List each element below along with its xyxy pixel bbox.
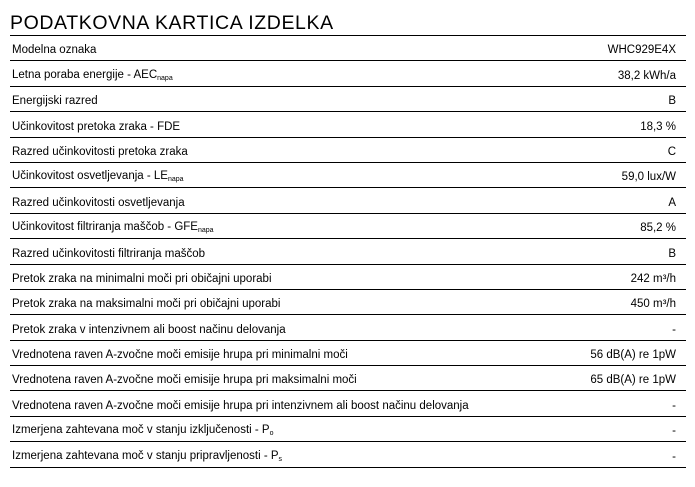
- row-label: [12, 424, 274, 437]
- row-label: [12, 146, 188, 158]
- table-row: [10, 214, 686, 239]
- row-label-text: Izmerjena zahtevana moč v stanju pripravljenosti - P: [12, 449, 279, 462]
- table-row: [10, 417, 686, 442]
- row-value: -: [672, 323, 676, 336]
- row-value: 85,2 %: [640, 222, 676, 235]
- table-row: [10, 163, 686, 188]
- row-value: -: [672, 450, 676, 463]
- row-label-text: Učinkovitost osvetljevanja - LE: [12, 170, 168, 183]
- table-row: [10, 87, 686, 112]
- table-row: [10, 290, 686, 315]
- row-label: [12, 44, 96, 56]
- row-label-text: Razred učinkovitosti pretoka zraka: [12, 145, 188, 158]
- row-label: [12, 221, 214, 234]
- row-label-text: Vrednotena raven A-zvočne moči emisije hrupa pri intenzivnem ali boost načinu delovanja: [12, 399, 469, 412]
- row-label: [12, 121, 180, 133]
- row-label-text: Izmerjena zahtevana moč v stanju izključenosti - P: [12, 424, 270, 437]
- row-label-subscript: napa: [167, 176, 184, 184]
- row-label-text: Razred učinkovitosti filtriranja maščob: [12, 247, 206, 260]
- table-row: [10, 391, 686, 416]
- row-label-text: Razred učinkovitosti osvetljevanja: [12, 196, 185, 209]
- row-label: [12, 69, 173, 82]
- row-label-text: Vrednotena raven A-zvočne moči emisije hrupa pri maksimalni moči: [12, 374, 357, 387]
- row-value: 38,2 kWh/a: [617, 69, 676, 82]
- table-row: [10, 341, 686, 366]
- row-label: [12, 248, 205, 260]
- row-value: WHC929E4X: [607, 44, 676, 57]
- row-value: 18,3 %: [640, 120, 676, 133]
- table-row: [10, 112, 686, 137]
- row-label: [12, 197, 185, 209]
- row-value: 59,0 lux/W: [621, 171, 676, 184]
- table-row: [10, 138, 686, 163]
- row-value: B: [668, 247, 676, 260]
- table-row: [10, 61, 686, 86]
- table-row: [10, 239, 686, 264]
- table-row: [10, 188, 686, 213]
- table-row: [10, 442, 686, 467]
- row-label-subscript: s: [278, 455, 283, 463]
- row-label: [12, 273, 272, 285]
- row-label-text: Energijski razred: [12, 95, 98, 108]
- row-label-text: Pretok zraka v intenzivnem ali boost načinu delovanja: [12, 323, 286, 336]
- row-label: [12, 374, 357, 386]
- product-data-sheet: [10, 0, 686, 468]
- row-value: -: [672, 425, 676, 438]
- row-label-text: Pretok zraka na minimalni moči pri običajni uporabi: [12, 272, 272, 285]
- sheet-title: PODATKOVNA KARTICA IZDELKA: [10, 0, 686, 36]
- row-label: [12, 400, 469, 412]
- row-value: 56 dB(A) re 1pW: [590, 349, 676, 362]
- data-rows: [10, 36, 686, 468]
- row-label-text: Modelna oznaka: [12, 44, 97, 57]
- row-label-text: Učinkovitost pretoka zraka - FDE: [12, 120, 181, 133]
- row-value: B: [668, 95, 676, 108]
- row-value: A: [668, 196, 676, 209]
- row-label: [12, 298, 280, 310]
- row-value: 242 m³/h: [630, 272, 676, 285]
- row-label-subscript: napa: [157, 74, 173, 82]
- row-label: [12, 95, 98, 107]
- row-label-text: Učinkovitost filtriranja maščob - GFE: [12, 221, 198, 234]
- row-label-subscript: o: [269, 430, 274, 438]
- table-row: [10, 366, 686, 391]
- table-row: [10, 36, 686, 61]
- row-label: [12, 450, 282, 463]
- row-label: [12, 324, 286, 336]
- row-value: 450 m³/h: [630, 298, 676, 311]
- row-value: C: [667, 145, 676, 158]
- row-label: [12, 170, 184, 183]
- row-value: 65 dB(A) re 1pW: [590, 374, 676, 387]
- row-label: [12, 349, 348, 361]
- row-label-text: Pretok zraka na maksimalni moči pri običajni uporabi: [12, 298, 281, 311]
- row-label-text: Letna poraba energije - AEC: [12, 68, 158, 81]
- table-row: [10, 315, 686, 340]
- table-row: [10, 265, 686, 290]
- row-label-subscript: napa: [197, 227, 214, 235]
- row-label-text: Vrednotena raven A-zvočne moči emisije hrupa pri minimalni moči: [12, 349, 348, 362]
- row-value: -: [672, 399, 676, 412]
